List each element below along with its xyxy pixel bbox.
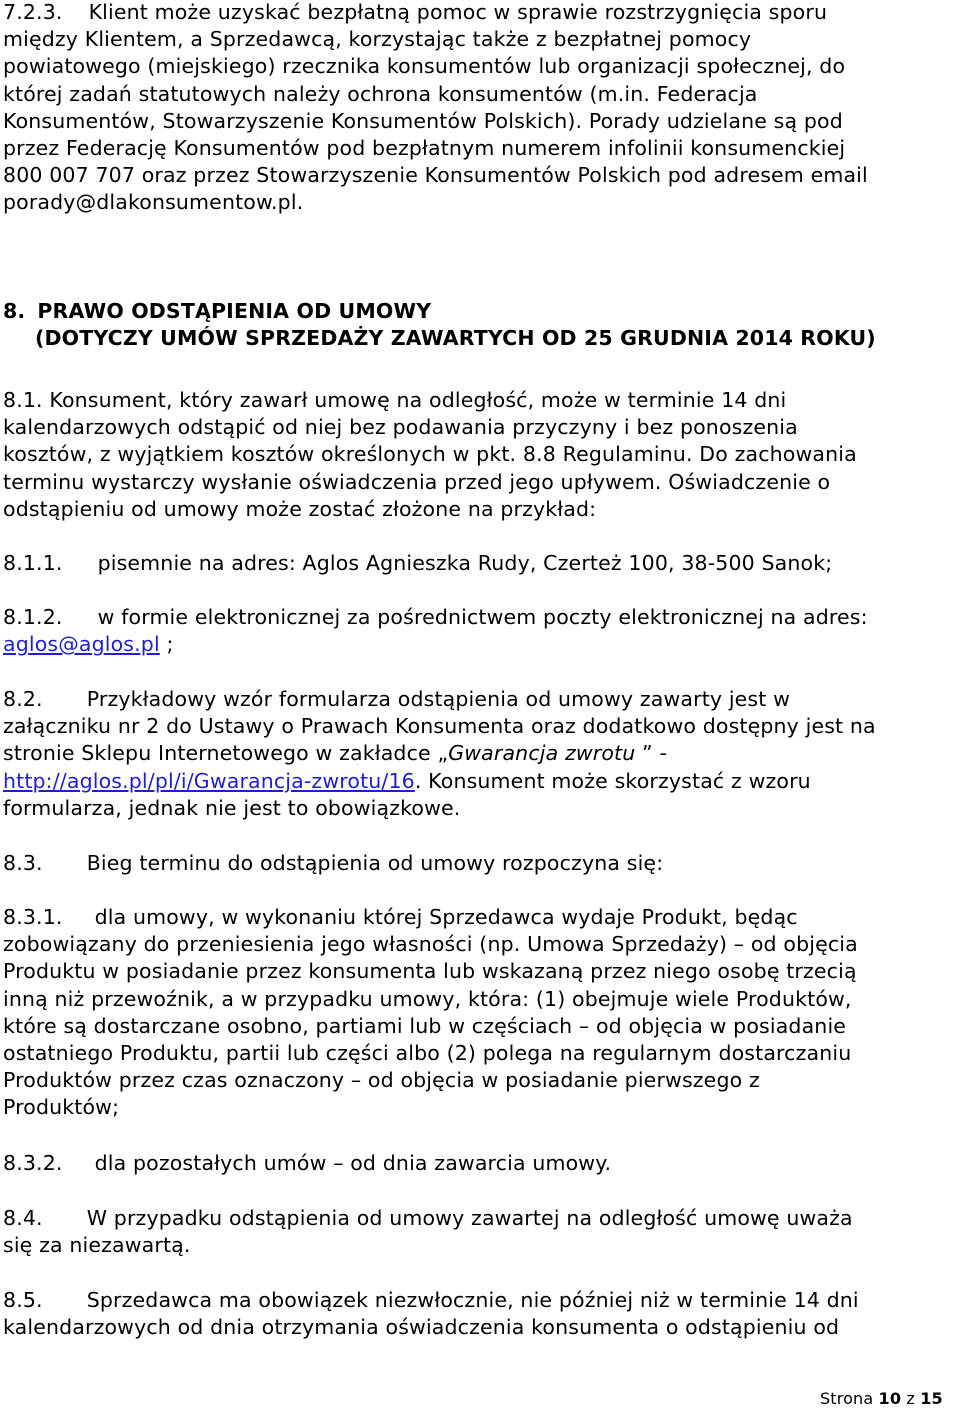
text-line: kalendarzowych od dnia otrzymania oświadczenia konsumenta o odstąpieniu od [3,1315,840,1340]
text-line: 800 007 707 oraz przez Stowarzyszenie Konsumentów Polskich pod adresem email [3,163,868,188]
text-line [3,1287,958,1314]
text-line [3,0,958,26]
text-line [3,550,958,577]
text-line: ostatniego Produktu, partii lub części albo (2) polega na regularnym dostarczaniu [3,1040,852,1065]
text-line [3,768,958,795]
page-total: 15 [920,1389,943,1408]
paragraph-8-3 [3,850,958,877]
paragraph-8-4 [3,1205,958,1259]
text-line: powiatowego (miejskiego) rzecznika konsumentów lub organizacji społecznej, do [3,54,846,79]
text-line: się za niezawartą. [3,1233,191,1258]
text-line: kosztów, z wyjątkiem kosztów określonych w pkt. 8.8 Regulaminu. Do zachowania [3,442,857,467]
paragraph-8-5 [3,1287,958,1341]
clause-number: 8.1.2. [3,605,63,629]
text-line [3,1205,958,1232]
text-line: terminu wystarczy wysłanie oświadczenia przed jego upływem. Oświadczenie o [3,469,831,494]
clause-number: 8.3.1. [3,905,63,929]
text-line: Klient może uzyskać bezpłatną pomoc w sprawie rozstrzygnięcia sporu [88,0,828,24]
text-line [3,604,958,631]
text-line: której zadań statutowych należy ochrona konsumentów (m.in. Federacja [3,81,758,106]
text-line: przez Federację Konsumentów pod bezpłatnym numerem infolinii konsumenckiej [3,135,846,160]
section-title: PRAWO ODSTĄPIENIA OD UMOWY [37,299,432,323]
paragraph-8-1-2 [3,604,958,658]
clause-number: 8.3. [3,851,43,875]
page-of: z [906,1389,915,1408]
text-line: załączniku nr 2 do Ustawy o Prawach Konsumenta oraz dodatkowo dostępny jest na [3,714,876,739]
clause-text: Bieg terminu do odstąpienia od umowy rozpoczyna się: [86,851,664,875]
clause-text: . Konsument może skorzystać z wzoru [414,768,811,793]
tab-name: Gwarancja zwrotu [448,741,636,766]
page-footer [820,1389,960,1409]
clause-number: 7.2.3. [3,0,63,24]
text-line [3,740,958,767]
text-line: Produktów przez czas oznaczony – od objęcia w posiadanie pierwszego z [3,1068,760,1093]
paragraph-8-1-1 [3,550,958,577]
clause-text: stronie Sklepu Internetowego w zakładce „ [3,741,449,766]
section-title-line [3,298,958,325]
text-line: zobowiązany do przeniesienia jego własności (np. Umowa Sprzedaży) – od objęcia [3,932,858,957]
text-line [3,904,958,931]
text-line: Konsumentów, Stowarzyszenie Konsumentów Polskich). Porady udzielane są pod [3,108,843,133]
clause-text: dla pozostałych umów – od dnia zawarcia umowy. [94,1151,612,1175]
email-link[interactable]: aglos@aglos.pl [3,632,160,657]
clause-number: 8.1.1. [3,551,63,575]
section-subtitle: (DOTYCZY UMÓW SPRZEDAŻY ZAWARTYCH OD 25 GRUDNIA 2014 ROKU) [35,326,876,351]
text-line: między Klientem, a Sprzedawcą, korzystając także z bezpłatnej pomocy [3,27,752,52]
page-label: Strona [820,1389,874,1408]
clause-text: W przypadku odstąpienia od umowy zawartej na odległość umowę uważa [86,1206,853,1230]
text-line: kalendarzowych odstąpić od niej bez podawania przyczyny i bez ponoszenia [3,415,798,440]
clause-number: 8.3.2. [3,1151,63,1175]
clause-text: w formie elektronicznej za pośrednictwem poczty elektronicznej na adres: [97,605,868,629]
text-line: odstąpieniu od umowy może zostać złożone na przykład: [3,496,597,521]
text-line: 8.1. Konsument, który zawarł umowę na odległość, może w terminie 14 dni [3,388,787,412]
text-line [3,631,958,658]
section-8-heading [3,298,958,352]
text-line: porady@dlakonsumentow.pl. [3,190,304,215]
section-number: 8. [3,299,26,323]
paragraph-8-3-1 [3,904,958,1122]
clause-number: 8.4. [3,1206,43,1230]
clause-text: Przykładowy wzór formularza odstąpienia od umowy zawarty jest w [86,687,791,711]
clause-text: dla umowy, w wykonaniu której Sprzedawca wydaje Produkt, będąc [94,905,798,929]
text-line [3,1150,958,1177]
text-line: Produktu w posiadanie przez konsumenta lub wskazaną przez niego osobę trzecią [3,959,857,984]
paragraph-8-3-2 [3,1150,958,1177]
text-line [3,686,958,713]
text-line: formularza, jednak nie jest to obowiązkowe. [3,795,461,820]
paragraph-8-2 [3,686,958,822]
paragraph-8-1 [3,387,958,523]
text-line: które są dostarczane osobno, partiami lub w częściach – od objęcia w posiadanie [3,1013,847,1038]
text-line: Produktów; [3,1095,120,1120]
clause-text: pisemnie na adres: Aglos Agnieszka Rudy, Czerteż 100, 38-500 Sanok; [97,551,833,575]
paragraph-7-2-3 [3,0,958,217]
page-number: 10 [878,1389,902,1408]
clause-number: 8.2. [3,687,43,711]
text-line [3,850,958,877]
text-line: inną niż przewoźnik, a w przypadku umowy, która: (1) obejmuje wiele Produktów, [3,986,852,1011]
clause-text: ” - [635,741,668,766]
clause-text: ; [159,632,174,657]
form-link[interactable]: http://aglos.pl/pl/i/Gwarancja-zwrotu/16 [3,768,415,793]
clause-text: Sprzedawca ma obowiązek niezwłocznie, nie później niż w terminie 14 dni [86,1288,859,1312]
clause-number: 8.5. [3,1288,43,1312]
